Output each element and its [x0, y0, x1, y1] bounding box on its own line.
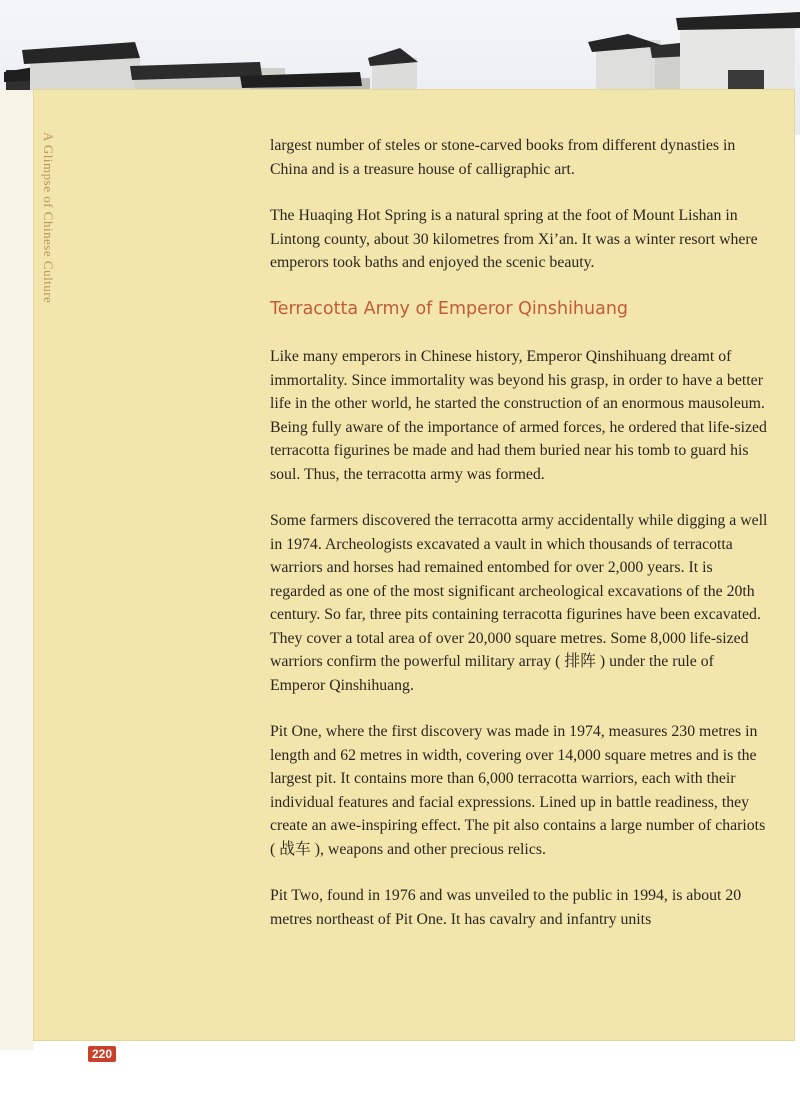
main-paragraph-4: Pit Two, found in 1976 and was unveiled to the public in 1994, is about 20 metres northeast of Pit One. It has cavalry and infantry units [270, 887, 742, 928]
intro-paragraph-2: The Huaqing Hot Spring is a natural spring at the foot of Mount Lishan in Lintong county, about 30 kilometres from Xi’an. It was a winter resort where emperors took baths and enjoyed the scenic beauty. [270, 207, 758, 271]
main-paragraph-3: Pit One, where the first discovery was made in 1974, measures 230 metres in length and 62 metres in width, covering over 14,000 square metres and is the largest pit. It contains more than 6,000 terracotta warriors, each with their individual features and facial expressions. Lined up in battle readiness, they create an awe-inspiring effect. The pit also contains a large number of chariots ( 战车 ), weapons and other precious relics. [270, 723, 766, 858]
article-body [270, 134, 770, 954]
section-heading: Terracotta Army of Emperor Qinshihuang [270, 298, 629, 319]
page-number-badge: 220 [88, 1046, 116, 1062]
main-paragraph-1: Like many emperors in Chinese history, Emperor Qinshihuang dreamt of immortality. Since immortality was beyond his grasp, in order to have a better life in the other world, he started the construction of an enormous mausoleum. Being fully aware of the importance of armed forces, he ordered that life-sized terracotta figurines be made and had them buried near his tomb to guard his soul. Thus, the terracotta army was formed. [270, 348, 767, 483]
main-paragraph-2: Some farmers discovered the terracotta army accidentally while digging a well in 1974. Archeologists excavated a vault in which thousands of terracotta warriors and horses had remained entombed for over 2,000 years. It is regarded as one of the most significant archeological excavations of the 20th century. So far, three pits containing terracotta figurines have been excavated. They cover a total area of over 20,000 square metres. Some 8,000 life-sized warriors confirm the powerful military array ( 排阵 ) under the rule of Emperor Qinshihuang. [270, 512, 768, 694]
running-side-title: A Glimpse of Chinese Culture [41, 132, 56, 304]
left-margin-strip [0, 90, 34, 1050]
intro-paragraph-1: largest number of steles or stone-carved books from different dynasties in China and is a treasure house of calligraphic art. [270, 137, 736, 178]
